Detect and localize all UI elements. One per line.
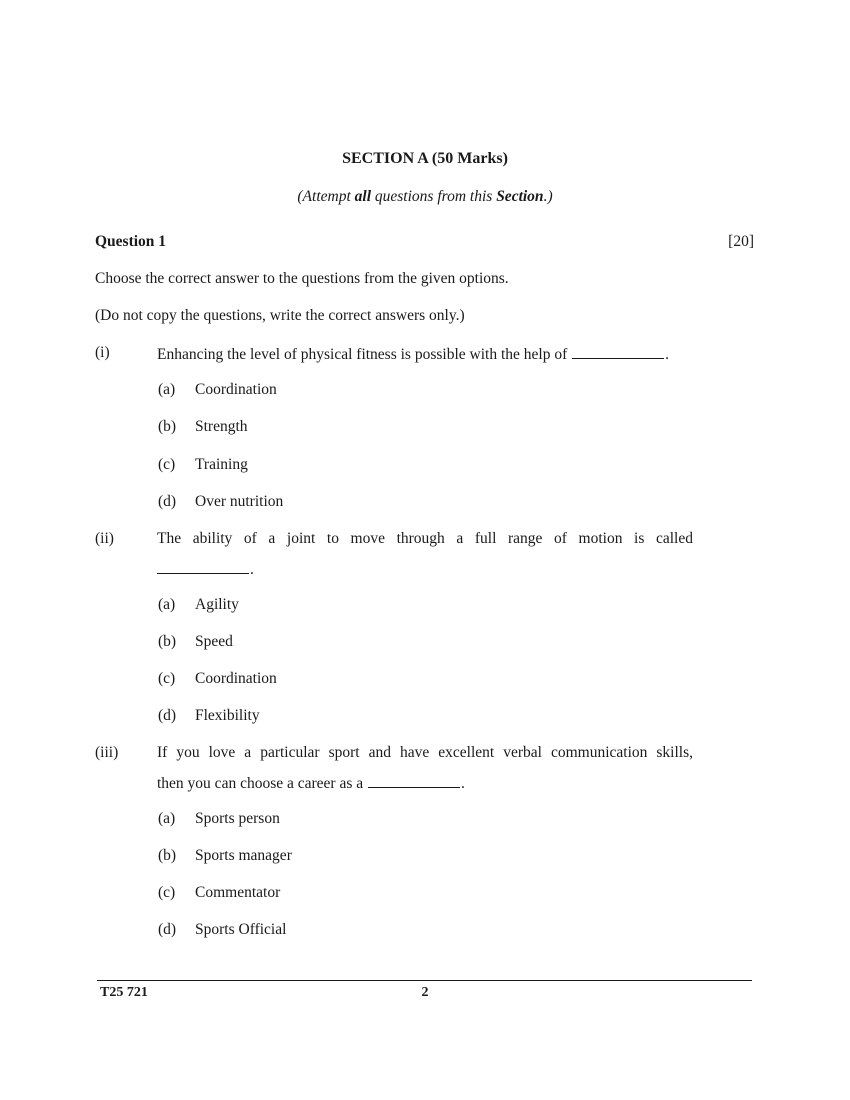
option-text: Training: [195, 456, 248, 473]
item-question-blank-line: .: [157, 559, 254, 579]
option-label: (a): [158, 381, 176, 398]
option-text: Sports Official: [195, 921, 287, 938]
option-text: Commentator: [195, 884, 281, 901]
question-instruction-2: (Do not copy the questions, write the correct answers only.): [95, 307, 465, 324]
option-label: (a): [158, 596, 176, 613]
page-number: 2: [421, 985, 429, 1000]
question-label: Question 1: [95, 233, 167, 250]
option-label: (c): [158, 670, 176, 687]
footer-divider: [97, 980, 752, 981]
footer-code: T25 721: [100, 985, 148, 1000]
option-label: (d): [158, 707, 177, 724]
question-marks: [20]: [728, 233, 754, 250]
option-text: Coordination: [195, 381, 277, 398]
option-text: Over nutrition: [195, 493, 284, 510]
answer-blank: [368, 773, 460, 788]
option-text: Strength: [195, 418, 248, 435]
option-text: Sports manager: [195, 847, 292, 864]
item-number: (iii): [95, 744, 119, 761]
item-question-text: Enhancing the level of physical fitness is possible with the help of: [157, 346, 568, 363]
instruction-post: .): [543, 188, 553, 205]
answer-blank: [157, 559, 249, 574]
section-instruction: [0, 188, 850, 206]
item-question-text: If you love a particular sport and have excellent verbal communication skills,: [157, 744, 693, 761]
option-label: (c): [158, 456, 176, 473]
option-label: (a): [158, 810, 176, 827]
option-text: Agility: [195, 596, 239, 613]
option-label: (c): [158, 884, 176, 901]
item-question-text: The ability of a joint to move through a full range of motion is called: [157, 530, 693, 547]
instruction-bold-all: all: [354, 188, 372, 205]
section-title: SECTION A (50 Marks): [342, 150, 508, 167]
option-text: Sports person: [195, 810, 280, 827]
instruction-pre: (Attempt: [297, 188, 355, 205]
item-number: (i): [95, 344, 110, 361]
option-label: (d): [158, 921, 177, 938]
option-label: (b): [158, 633, 177, 650]
instruction-bold-section: Section: [496, 188, 544, 205]
item-question-line2: then you can choose a career as a .: [157, 775, 465, 792]
option-label: (b): [158, 418, 177, 435]
option-text: Speed: [195, 633, 233, 650]
item-question: Enhancing the level of physical fitness is possible with the help of .: [157, 346, 669, 363]
option-label: (b): [158, 847, 177, 864]
option-text: Coordination: [195, 670, 277, 687]
option-label: (d): [158, 493, 177, 510]
answer-blank: [572, 344, 664, 359]
item-number: (ii): [95, 530, 114, 547]
item-question-text-2: then you can choose a career as a: [157, 775, 364, 792]
instruction-mid: questions from this: [371, 188, 497, 205]
option-text: Flexibility: [195, 707, 260, 724]
question-instruction-1: Choose the correct answer to the questions from the given options.: [95, 270, 509, 287]
